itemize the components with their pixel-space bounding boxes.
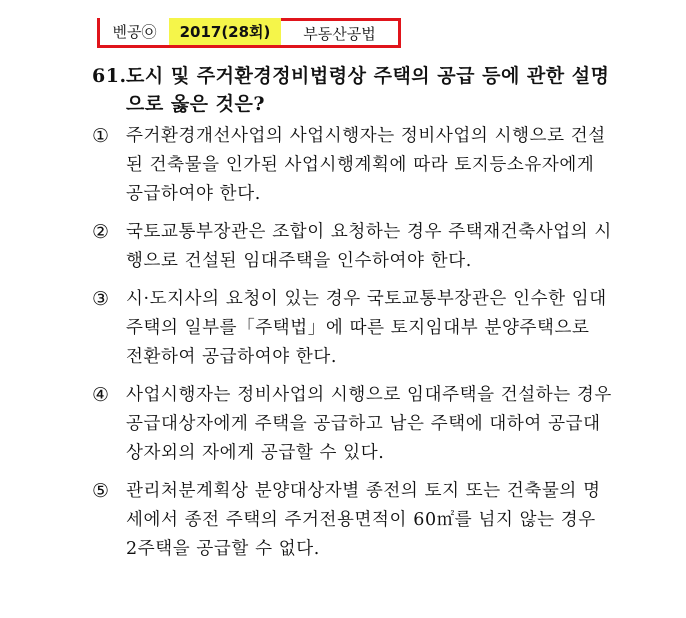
option-3[interactable] [92, 285, 612, 372]
option-4[interactable] [92, 381, 612, 468]
option-number: ① [92, 125, 110, 147]
option-text: 관리처분계획상 분양대상자별 종전의 토지 또는 건축물의 명세에서 종전 주택의 주거전용면적이 60㎡를 넘지 않는 경우 2주택을 공급할 수 없다. [126, 481, 601, 559]
option-5[interactable] [92, 477, 612, 564]
option-text: 시·도지사의 요청이 있는 경우 국토교통부장관은 인수한 임대주택의 일부를「주택법」에 따른 토지임대부 분양주택으로 전환하여 공급하여야 한다. [126, 289, 607, 367]
option-text: 사업시행자는 정비사업의 시행으로 임대주택을 건설하는 경우 공급대상자에게 주택을 공급하고 남은 주택에 대하여 공급대상자외의 자에게 공급할 수 있다. [126, 385, 612, 463]
question-number: 61. [92, 65, 127, 87]
option-list [92, 122, 612, 573]
header-subject: 부동산공법 [281, 18, 401, 48]
question-text: 도시 및 주거환경정비법령상 주택의 공급 등에 관한 설명으로 옳은 것은? [126, 65, 610, 115]
option-number: ⑤ [92, 480, 110, 502]
option-1[interactable] [92, 122, 612, 209]
option-text: 국토교통부장관은 조합이 요청하는 경우 주택재건축사업의 시행으로 건설된 임대주택을 인수하여야 한다. [126, 222, 612, 271]
option-2[interactable] [92, 218, 612, 276]
option-number: ③ [92, 288, 110, 310]
option-text: 주거환경개선사업의 사업시행자는 정비사업의 시행으로 건설된 건축물을 인가된 사업시행계획에 따라 토지등소유자에게 공급하여야 한다. [126, 126, 606, 204]
question [92, 62, 612, 118]
exam-header [97, 18, 401, 48]
option-number: ④ [92, 384, 110, 406]
option-number: ② [92, 221, 110, 243]
header-year: 2017(28회) [169, 18, 281, 48]
header-tag: 벤공㉧ [97, 18, 169, 48]
